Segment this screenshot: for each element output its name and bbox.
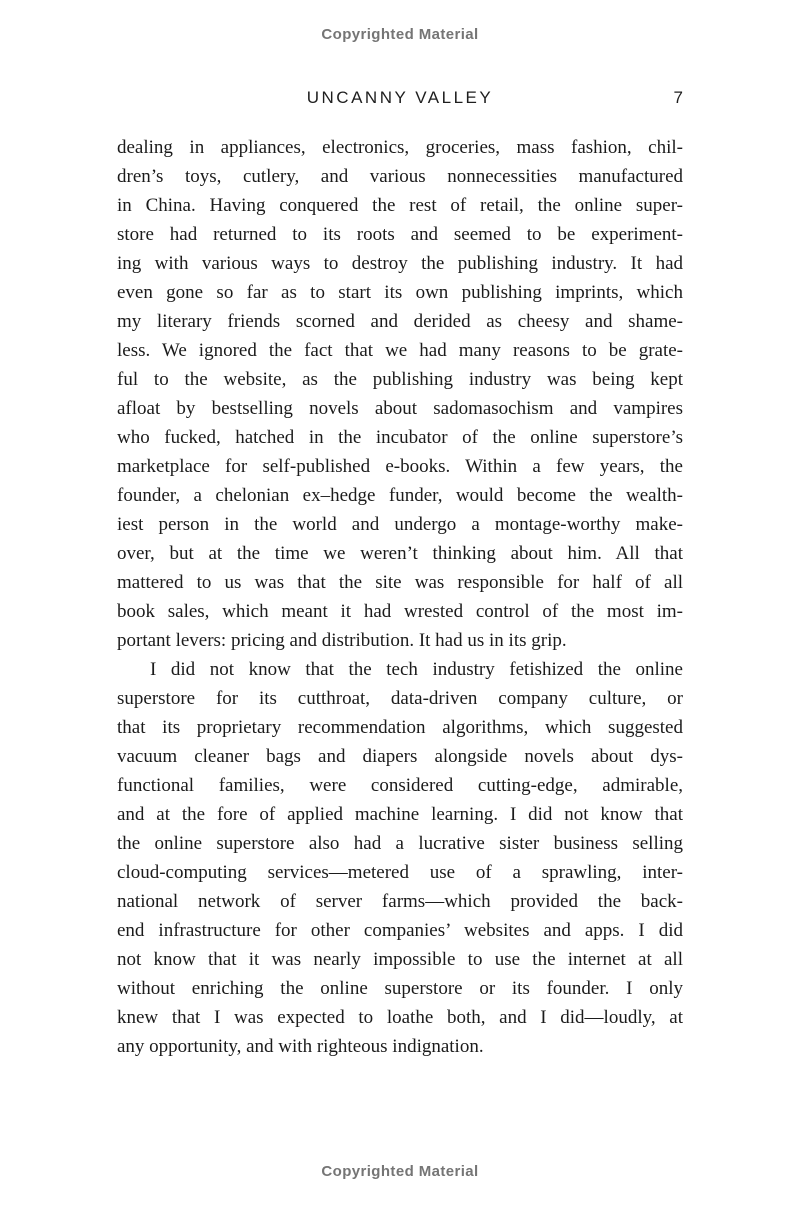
body-line: dren’s toys, cutlery, and various nonnecessities manufactured bbox=[117, 166, 683, 187]
running-head-title: UNCANNY VALLEY bbox=[306, 88, 494, 107]
body-line: portant levers: pricing and distribution. It had us in its grip. bbox=[117, 630, 567, 651]
body-line: over, but at the time we weren’t thinking about him. All that bbox=[117, 543, 683, 564]
body-line: marketplace for self-published e-books. Within a few years, the bbox=[117, 456, 683, 477]
body-line: afloat by bestselling novels about sadomasochism and vampires bbox=[117, 398, 683, 419]
body-line: and at the fore of applied machine learning. I did not know that bbox=[117, 804, 683, 825]
copyright-notice-bottom: Copyrighted Material bbox=[321, 1163, 479, 1180]
body-line: dealing in appliances, electronics, groceries, mass fashion, chil- bbox=[117, 137, 683, 158]
body-line: functional families, were considered cutting-edge, admirable, bbox=[117, 775, 683, 796]
copyright-notice-top: Copyrighted Material bbox=[321, 26, 479, 43]
body-line: iest person in the world and undergo a montage-worthy make- bbox=[117, 514, 683, 535]
body-line: store had returned to its roots and seemed to be experiment- bbox=[117, 224, 683, 245]
body-line: the online superstore also had a lucrative sister business selling bbox=[117, 833, 683, 854]
body-line: founder, a chelonian ex–hedge funder, would become the wealth- bbox=[117, 485, 683, 506]
body-line: cloud-computing services—metered use of a sprawling, inter- bbox=[117, 862, 683, 883]
body-text bbox=[117, 133, 683, 1061]
body-line: vacuum cleaner bags and diapers alongside novels about dys- bbox=[117, 746, 683, 767]
body-line: without enriching the online superstore or its founder. I only bbox=[117, 978, 683, 999]
body-line: end infrastructure for other companies’ websites and apps. I did bbox=[117, 920, 683, 941]
body-line: mattered to us was that the site was responsible for half of all bbox=[117, 572, 683, 593]
body-line: not know that it was nearly impossible to use the internet at all bbox=[117, 949, 683, 970]
body-line: ful to the website, as the publishing industry was being kept bbox=[117, 369, 683, 390]
body-line: who fucked, hatched in the incubator of the online superstore’s bbox=[117, 427, 683, 448]
body-line: superstore for its cutthroat, data-driven company culture, or bbox=[117, 688, 683, 709]
body-line: less. We ignored the fact that we had many reasons to be grate- bbox=[117, 340, 683, 361]
page-number: 7 bbox=[673, 88, 683, 107]
body-line: in China. Having conquered the rest of retail, the online super- bbox=[117, 195, 683, 216]
body-line: even gone so far as to start its own publishing imprints, which bbox=[117, 282, 683, 303]
body-line: knew that I was expected to loathe both, and I did—loudly, at bbox=[117, 1007, 683, 1028]
body-line: I did not know that the tech industry fetishized the online bbox=[150, 659, 683, 680]
body-line: book sales, which meant it had wrested control of the most im- bbox=[117, 601, 683, 622]
body-line: that its proprietary recommendation algorithms, which suggested bbox=[117, 717, 683, 738]
running-head-row bbox=[117, 88, 683, 112]
body-line: national network of server farms—which provided the back- bbox=[117, 891, 683, 912]
body-line: any opportunity, and with righteous indignation. bbox=[117, 1036, 484, 1057]
body-line: my literary friends scorned and derided as cheesy and shame- bbox=[117, 311, 683, 332]
body-line: ing with various ways to destroy the publishing industry. It had bbox=[117, 253, 683, 274]
